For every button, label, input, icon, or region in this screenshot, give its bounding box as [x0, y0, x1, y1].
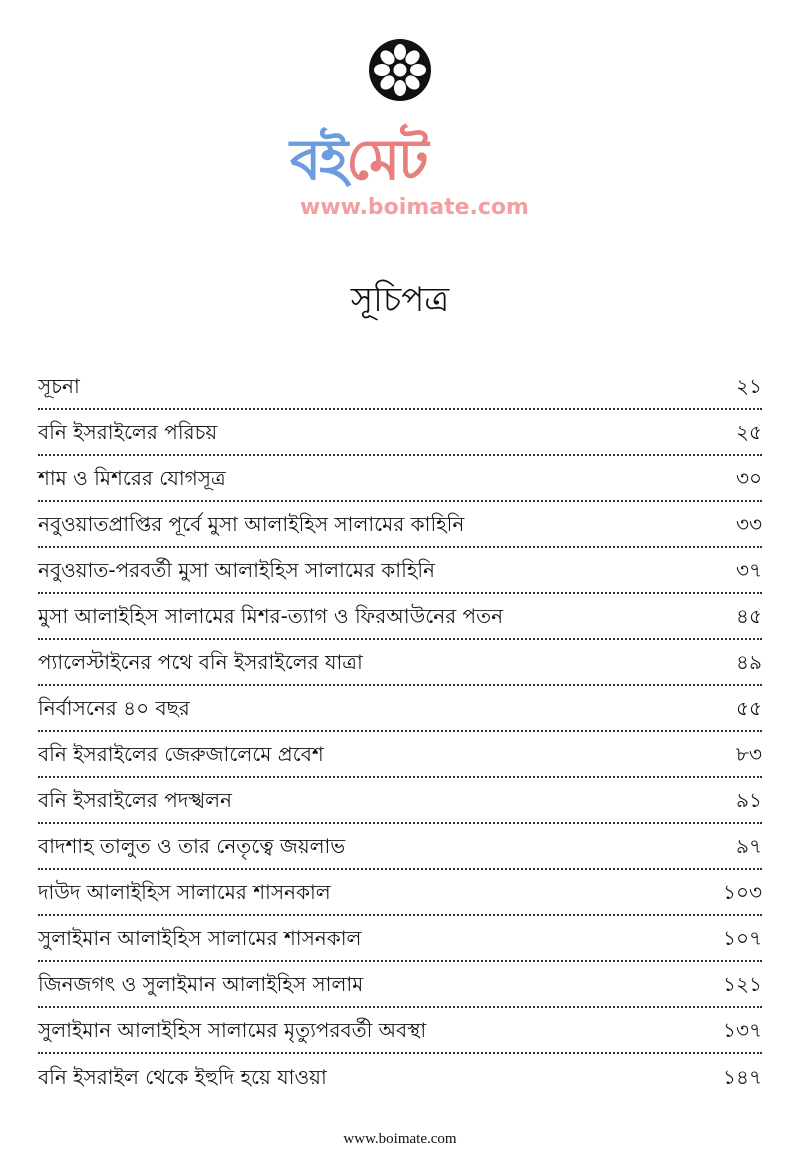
watermark-url: www.boimate.com: [300, 195, 529, 220]
entry-label: প্যালেস্টাইনের পথে বনি ইসরাইলের যাত্রা: [38, 650, 363, 674]
entry-label: সুলাইমান আলাইহিস সালামের মৃত্যুপরবর্তী অবস্থা: [38, 1018, 427, 1042]
entry-label: জিনজগৎ ও সুলাইমান আলাইহিস সালাম: [38, 972, 364, 996]
table-of-contents: [38, 364, 762, 1100]
watermark: [290, 128, 529, 222]
entry-page: ৯১: [736, 788, 762, 812]
toc-entry: [38, 640, 762, 686]
entry-page: ৪৯: [736, 650, 762, 674]
toc-entry: [38, 778, 762, 824]
toc-entry: [38, 456, 762, 502]
entry-page: ৫৫: [736, 696, 762, 720]
toc-entry: [38, 502, 762, 548]
page-title: সূচিপত্র: [350, 280, 450, 320]
entry-label: বনি ইসরাইলের পদস্খলন: [38, 788, 232, 812]
toc-entry: [38, 824, 762, 870]
entry-page: ২১: [736, 374, 762, 398]
entry-page: ৩৭: [735, 558, 762, 582]
toc-entry: [38, 364, 762, 410]
entry-label: মুসা আলাইহিস সালামের মিশর-ত্যাগ ও ফিরআউনের পতন: [38, 604, 504, 628]
entry-page: ১০৭: [723, 926, 762, 950]
toc-entry: [38, 686, 762, 732]
entry-page: ১৩৭: [723, 1018, 762, 1042]
entry-page: ৯৭: [736, 834, 762, 858]
entry-page: ৪৫: [736, 604, 762, 628]
toc-entry: [38, 870, 762, 916]
toc-entry: [38, 732, 762, 778]
entry-label: সূচনা: [38, 374, 80, 398]
entry-page: ১০৩: [723, 880, 762, 904]
toc-entry: [38, 548, 762, 594]
toc-entry: [38, 410, 762, 456]
entry-page: ২৫: [736, 420, 762, 444]
watermark-logo-a: বই: [290, 128, 347, 193]
entry-page: ১৪৭: [723, 1065, 762, 1089]
entry-page: ১২১: [723, 972, 762, 996]
entry-label: বনি ইসরাইলের পরিচয়: [38, 420, 218, 444]
toc-entry: [38, 962, 762, 1008]
toc-entry: [38, 594, 762, 640]
footer-url: www.boimate.com: [343, 1131, 457, 1147]
entry-page: ৮৩: [736, 742, 762, 766]
toc-entry: [38, 1008, 762, 1054]
entry-page: ৩০: [735, 466, 762, 490]
flower-ornament-icon: [368, 38, 432, 102]
watermark-logo: [290, 128, 529, 194]
toc-entry: [38, 1054, 762, 1100]
entry-label: বাদশাহ তালুত ও তার নেতৃত্বে জয়লাভ: [38, 834, 346, 858]
entry-label: নবুওয়াত-পরবর্তী মুসা আলাইহিস সালামের কাহিনি: [38, 558, 435, 582]
entry-page: ৩৩: [735, 512, 762, 536]
entry-label: দাউদ আলাইহিস সালামের শাসনকাল: [38, 880, 331, 904]
entry-label: নবুওয়াতপ্রাপ্তির পূর্বে মুসা আলাইহিস সালামের কাহিনি: [38, 512, 465, 536]
entry-label: নির্বাসনের ৪০ বছর: [38, 696, 190, 720]
watermark-logo-b: মেট: [346, 128, 427, 193]
entry-label: বনি ইসরাইলের জেরুজালেমে প্রবেশ: [38, 742, 324, 766]
toc-entry: [38, 916, 762, 962]
entry-label: সুলাইমান আলাইহিস সালামের শাসনকাল: [38, 926, 362, 950]
entry-label: বনি ইসরাইল থেকে ইহুদি হয়ে যাওয়া: [38, 1065, 327, 1089]
entry-label: শাম ও মিশরের যোগসূত্র: [38, 466, 226, 490]
